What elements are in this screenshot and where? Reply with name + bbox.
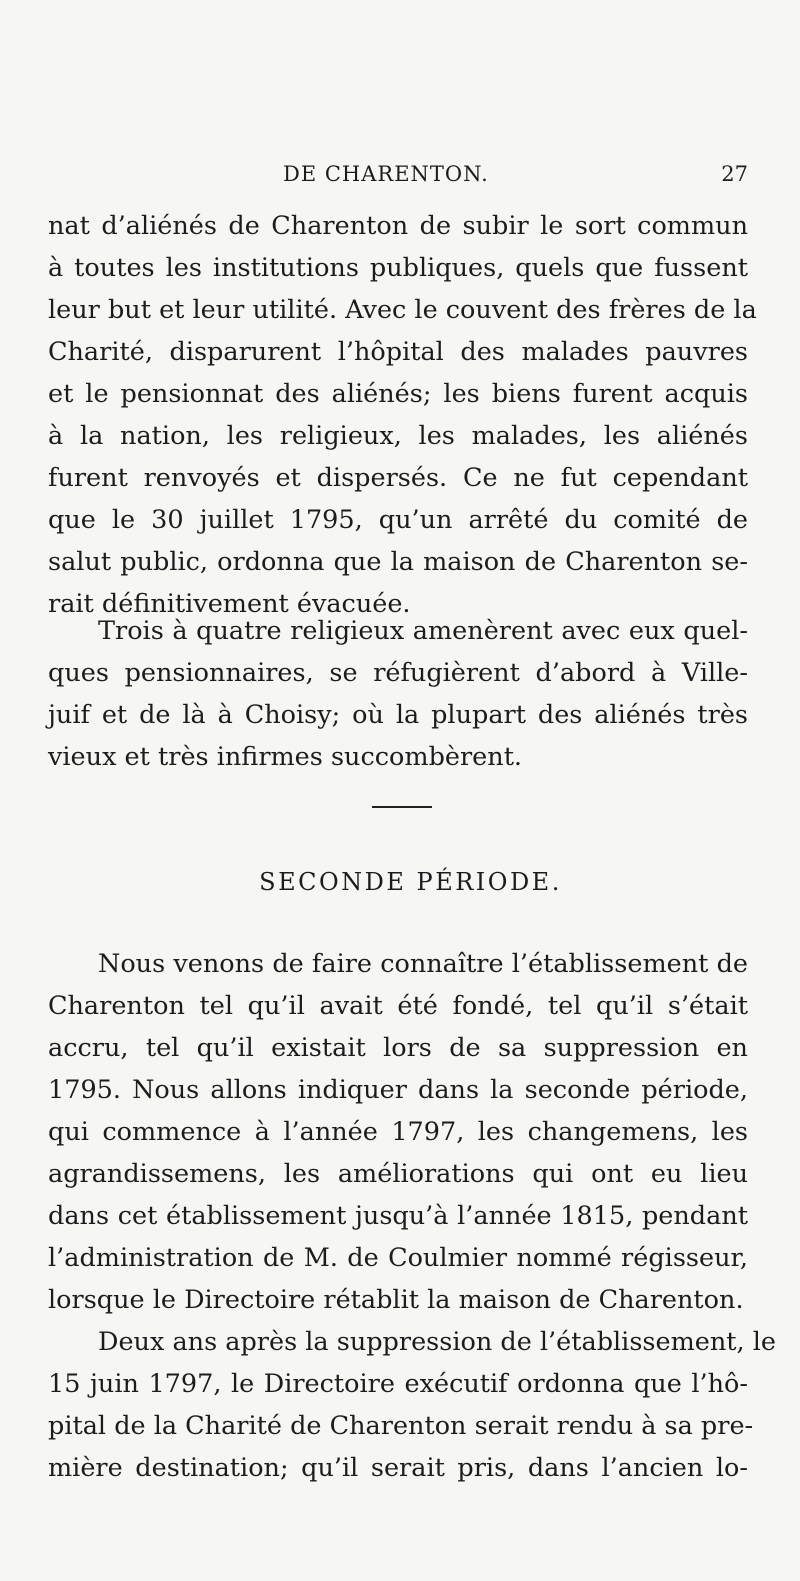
page-number: 27: [721, 162, 748, 186]
text-line: accru, tel qu’il existait lors de sa suppression en: [48, 1033, 748, 1063]
section-heading: [48, 868, 748, 896]
text-line: qui commence à l’année 1797, les changemens, les: [48, 1117, 748, 1147]
text-line: furent renvoyés et dispersés. Ce ne fut cependant: [48, 463, 748, 493]
section-heading-text: SECONDE PÉRIODE.: [259, 868, 562, 896]
text-line: l’administration de M. de Coulmier nommé régisseur,: [48, 1243, 748, 1273]
paragraph: [48, 610, 748, 778]
page-header: [48, 162, 748, 192]
text-line: mière destination; qu’il serait pris, dans l’ancien lo-: [48, 1453, 748, 1483]
text-line: 15 juin 1797, le Directoire exécutif ordonna que l’hô-: [48, 1369, 748, 1399]
text-line: vieux et très infirmes succombèrent.: [48, 742, 523, 772]
text-line: salut public, ordonna que la maison de Charenton se-: [48, 547, 748, 577]
text-line: rait définitivement évacuée.: [48, 589, 411, 619]
text-line: à la nation, les religieux, les malades, les aliénés: [48, 421, 748, 451]
text-line: nat d’aliénés de Charenton de subir le sort commun: [48, 211, 748, 241]
paragraph-continued: [48, 205, 757, 625]
text-line: Trois à quatre religieux amenèrent avec eux quel-: [98, 616, 748, 646]
text-line: Charité, disparurent l’hôpital des malades pauvres: [48, 337, 748, 367]
running-title: DE CHARENTON.: [283, 162, 489, 186]
text-line: Deux ans après la suppression de l’établissement, le: [98, 1327, 776, 1357]
paragraph: [48, 943, 776, 1489]
text-line: lorsque le Directoire rétablit la maison de Charenton.: [48, 1285, 744, 1315]
text-line: 1795. Nous allons indiquer dans la seconde période,: [48, 1075, 748, 1105]
text-line: ques pensionnaires, se réfugièrent d’abord à Ville-: [48, 658, 748, 688]
text-line: leur but et leur utilité. Avec le couvent des frères de la: [48, 295, 757, 325]
text-line: à toutes les institutions publiques, quels que fussent: [48, 253, 748, 283]
text-line: pital de la Charité de Charenton serait rendu à sa pre-: [48, 1411, 754, 1441]
text-line: Charenton tel qu’il avait été fondé, tel qu’il s’était: [48, 991, 748, 1021]
text-line: que le 30 juillet 1795, qu’un arrêté du comité de: [48, 505, 748, 535]
text-line: et le pensionnat des aliénés; les biens furent acquis: [48, 379, 748, 409]
text-line: Nous venons de faire connaître l’établissement de: [98, 949, 748, 979]
separator-rule: [372, 806, 432, 808]
text-line: dans cet établissement jusqu’à l’année 1815, pendant: [48, 1201, 748, 1231]
text-line: juif et de là à Choisy; où la plupart des aliénés très: [48, 700, 748, 730]
text-line: agrandissemens, les améliorations qui ont eu lieu: [48, 1159, 748, 1189]
